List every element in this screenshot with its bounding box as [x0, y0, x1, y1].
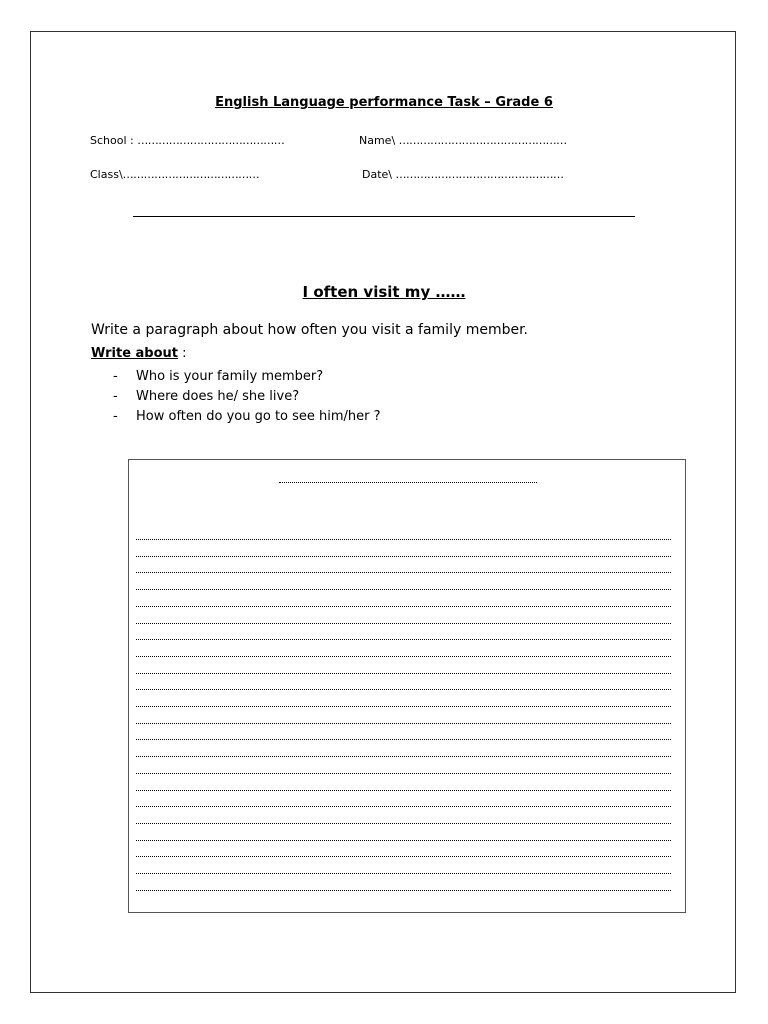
bullet-dash: -: [113, 389, 118, 404]
writing-line[interactable]: [136, 539, 671, 540]
bullet-dash: -: [113, 409, 118, 424]
prompt-text: How often do you go to see him/her ?: [136, 409, 381, 424]
writing-line[interactable]: [136, 723, 671, 724]
list-item: [113, 367, 381, 387]
writing-line[interactable]: [136, 572, 671, 573]
writing-line[interactable]: [136, 739, 671, 740]
worksheet-title: English Language performance Task – Grade 6: [215, 95, 553, 110]
writing-line[interactable]: [136, 873, 671, 874]
writing-line[interactable]: [136, 589, 671, 590]
list-item: [113, 407, 381, 427]
writing-line[interactable]: [136, 840, 671, 841]
writing-line[interactable]: [136, 689, 671, 690]
writing-line[interactable]: [136, 890, 671, 891]
writing-line[interactable]: [136, 856, 671, 857]
writing-box[interactable]: [128, 459, 686, 913]
prompt-list: [113, 367, 381, 427]
class-field[interactable]: [90, 168, 259, 181]
school-blank: ……………………………………: [137, 134, 285, 147]
instruction-text: Write a paragraph about how often you visit a family member.: [91, 322, 529, 338]
class-label: Class\: [90, 168, 123, 181]
prompt-text: Who is your family member?: [136, 369, 324, 384]
list-item: [113, 387, 381, 407]
write-about-colon: :: [178, 346, 187, 361]
writing-line[interactable]: [136, 756, 671, 757]
name-field[interactable]: [359, 134, 567, 147]
topic-title: I often visit my ……: [302, 283, 466, 301]
header-divider: [133, 216, 635, 217]
class-blank: …………………………………: [122, 168, 260, 181]
school-label: School :: [90, 134, 134, 147]
school-field[interactable]: [90, 134, 284, 147]
write-about-heading: [91, 346, 187, 361]
writing-line[interactable]: [136, 806, 671, 807]
name-label: Name\: [359, 134, 396, 147]
paragraph-title-blank[interactable]: [279, 482, 537, 483]
date-field[interactable]: [362, 168, 564, 181]
name-blank: …………………………………………: [398, 134, 567, 147]
writing-line[interactable]: [136, 606, 671, 607]
writing-line[interactable]: [136, 656, 671, 657]
write-about-label: Write about: [91, 346, 179, 361]
writing-line[interactable]: [136, 673, 671, 674]
bullet-dash: -: [113, 369, 118, 384]
writing-line[interactable]: [136, 773, 671, 774]
writing-line[interactable]: [136, 556, 671, 557]
writing-line[interactable]: [136, 639, 671, 640]
date-blank: …………………………………………: [395, 168, 564, 181]
writing-line[interactable]: [136, 790, 671, 791]
writing-line[interactable]: [136, 706, 671, 707]
writing-line[interactable]: [136, 623, 671, 624]
writing-line[interactable]: [136, 823, 671, 824]
date-label: Date\: [362, 168, 392, 181]
prompt-text: Where does he/ she live?: [136, 389, 300, 404]
